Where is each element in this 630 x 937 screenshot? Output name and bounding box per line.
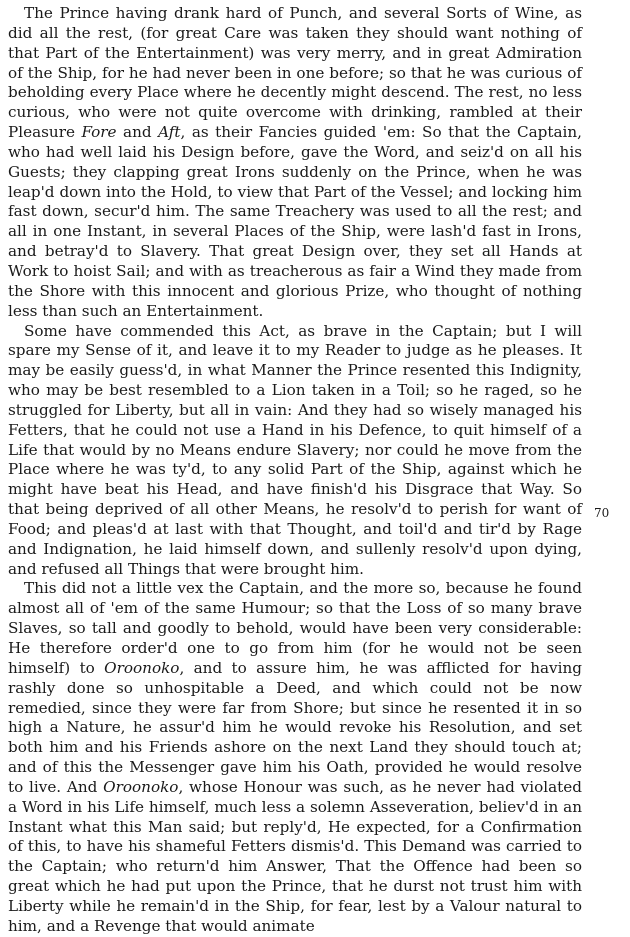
document-body — [8, 4, 582, 937]
italic-text-span: Fore — [81, 123, 117, 142]
text-span: , whose Honour was such, as he never had violated a Word in his Life himself, much less a solemn Asseveration, believ'd in an Instant what this Man said; but reply'd, He expected, for a Confirmation of this, to have his shameful Fetters dismis'd. This Demand was carried to the Captain; who return'd him Answer, That the Offence had been so great which he had put upon the Prince, that he durst not trust him with Liberty while he remain'd in the Ship, for fear, lest by a Valour natural to him, and a Revenge that would animate — [8, 777, 582, 935]
italic-text-span: Oroonoko — [103, 777, 179, 796]
paragraph-1 — [8, 4, 582, 322]
text-span: The Prince having drank hard of Punch, and several Sorts of Wine, as did all the rest, (for great Care was taken they should want nothing of that Part of the Entertainment) was very merry, and in great Admiration of the Ship, for he had never been in one before; so that he was curious of beholding every Place where he decently might descend. The rest, no less curious, who were not quite overcome with drinking, rambled at their Pleasure — [8, 4, 582, 142]
text-span: , as their Fancies guided 'em: So that the Captain, who had well laid his Design before, gave the Word, and seiz'd on all his Guests; they clapping great Irons suddenly on the Prince, when he was leap'd down into the Hold, to view that Part of the Vessel; and locking him fast down, secur'd him. The same Treachery was used to all the rest; and all in one Instant, in several Places of the Ship, were lash'd fast in Irons, and betray'd to Slavery. That great Design over, they set all Hands at Work to hoist Sail; and with as treacherous as fair a Wind they made from the Shore with this innocent and glorious Prize, who thought of nothing less than such an Entertainment. — [8, 123, 582, 320]
italic-text-span: Oroonoko — [104, 658, 180, 677]
text-span: This did not a little vex the Captain, and the more so, because he found almost all of 'em of the same Humour; so that the Loss of so many brave Slaves, so tall and goodly to behold, would have been very considerable: He therefore order'd one to go from him (for he would not be seen himself) to — [8, 579, 582, 677]
text-span: and — [116, 123, 159, 142]
paragraph-3 — [8, 579, 582, 936]
text-span: , and to assure him, he was afflicted for having rashly done so unhospitable a Deed, and which could not be now remedied, since they were far from Shore; but since he resented it in so high a Nature, he assur'd him he would revoke his Resolution, and set both him and his Friends ashore on the next Land they should touch at; and of this the Messenger gave him his Oath, provided he would resolve to live. And — [8, 658, 583, 796]
margin-line-number: 70 — [594, 506, 610, 520]
paragraph-2 — [8, 322, 582, 580]
text-span: Some have commended this Act, as brave in the Captain; but I will spare my Sense of it, and leave it to my Reader to judge as he pleases. It may be easily guess'd, in what Manner the Prince resented this Indignity, who may be best resembled to a Lion taken in a Toil; so he raged, so he struggled for Liberty, but all in vain: And they had so wisely managed his Fetters, that he could not use a Hand in his Defence, to quit himself of a Life that would by no Means endure Slavery; nor could he move from the Place where he was ty'd, to any solid Part of the Ship, against which he might have beat his Head, and have finish'd his Disgrace that Way. So that being deprived of all other Means, he resolv'd to perish for want of Food; and pleas'd at last with that Thought, and toil'd and tir'd by Rage and Indignation, he laid himself down, and sullenly resolv'd upon dying, and refused all Things that were brought him. — [8, 321, 582, 578]
italic-text-span: Aft — [158, 123, 181, 142]
